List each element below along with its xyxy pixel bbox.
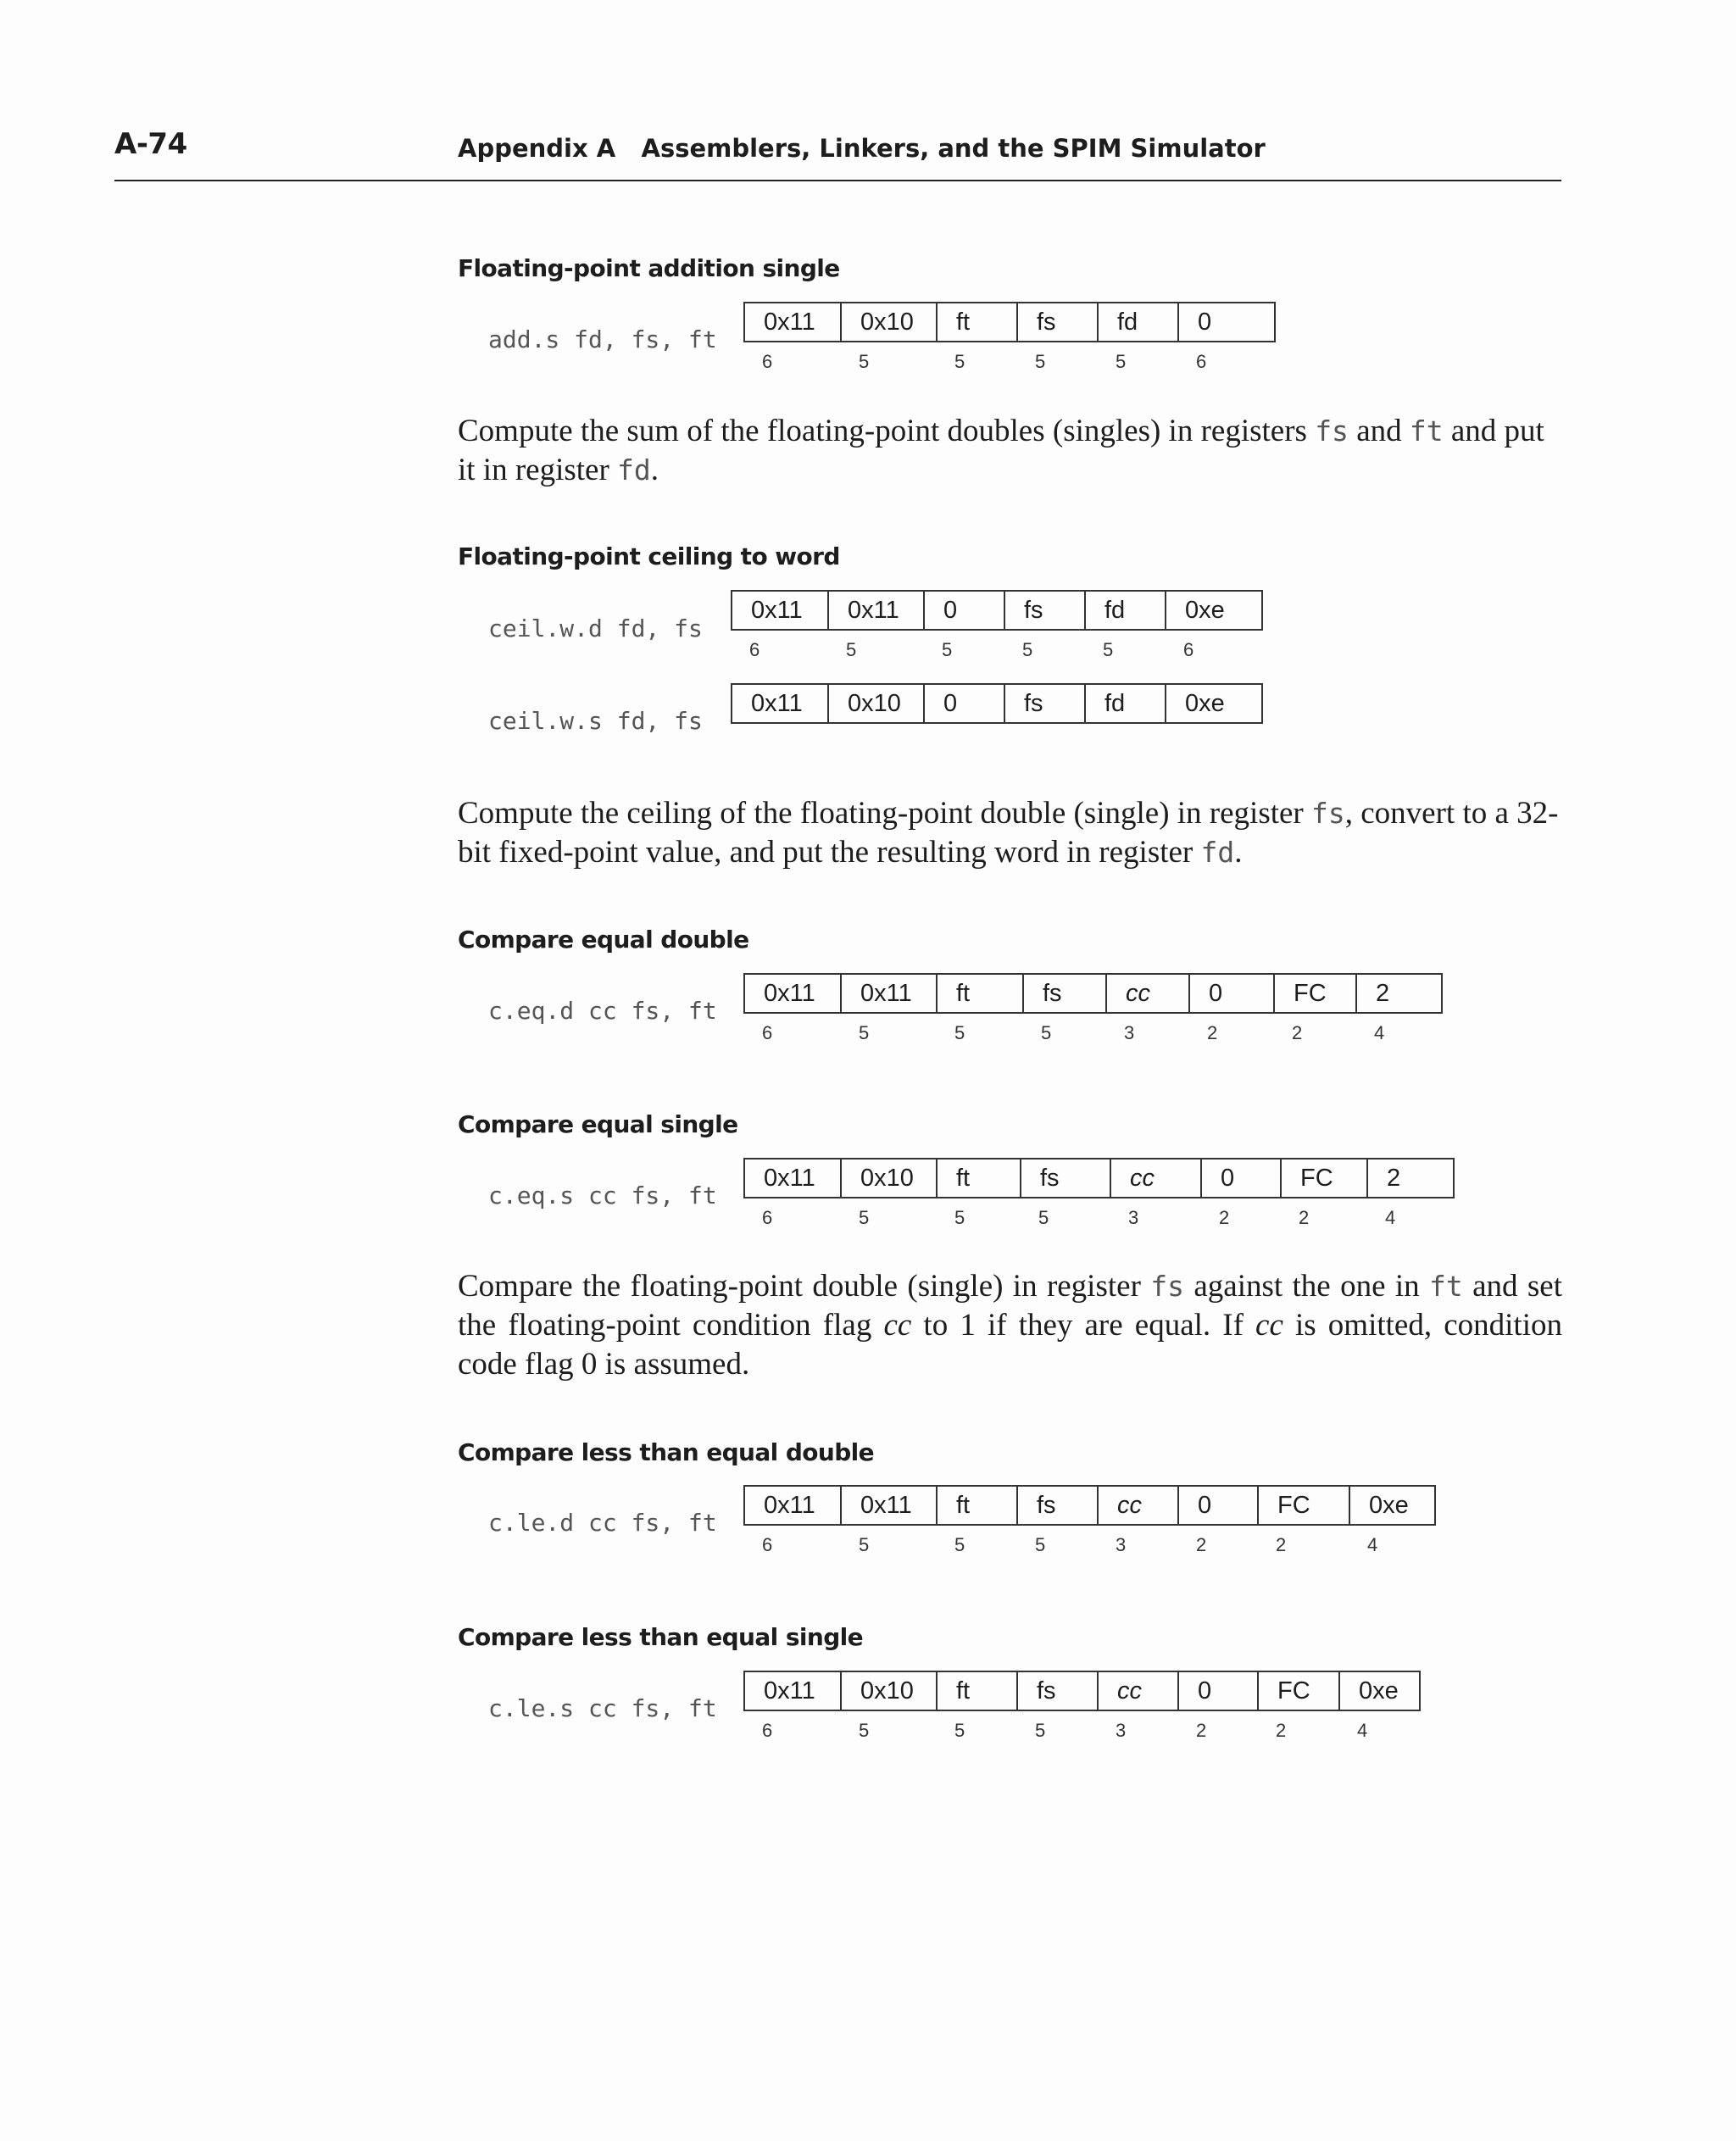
- encoding-field: fs: [1005, 592, 1086, 631]
- encoding-field: 0x11: [842, 975, 938, 1014]
- paragraph-text: against the one in: [1184, 1269, 1429, 1304]
- field-width: 2: [1292, 1022, 1303, 1043]
- field-width: 6: [1196, 351, 1207, 372]
- encoding-diagram: [743, 1158, 1455, 1229]
- encoding-field: ft: [938, 1672, 1018, 1711]
- encoding-field: 2: [1368, 1159, 1455, 1198]
- field-widths: [743, 351, 1276, 373]
- field-width: 5: [954, 1720, 965, 1741]
- encoding-fields: [731, 683, 1263, 724]
- section-heading-compare-equal-double: Compare equal double: [458, 926, 749, 954]
- encoding-field: 0x11: [732, 685, 829, 724]
- field-width: 5: [954, 1207, 965, 1228]
- encoding-field: 0x10: [829, 685, 925, 724]
- encoding-field: 0x10: [842, 303, 938, 342]
- encoding-field: fs: [1018, 1672, 1099, 1711]
- field-width: 4: [1385, 1207, 1396, 1228]
- field-width: 6: [762, 1207, 773, 1228]
- instruction-syntax: c.le.d cc fs, ft: [488, 1509, 717, 1537]
- paragraph-text: .: [1234, 835, 1243, 870]
- section-heading-compare-less-equal-single: Compare less than equal single: [458, 1623, 864, 1651]
- encoding-field: cc: [1111, 1159, 1202, 1198]
- section-heading-compare-less-equal-double: Compare less than equal double: [458, 1438, 875, 1466]
- paragraph-text: and put it in register: [458, 414, 1544, 487]
- encoding-diagram: [731, 590, 1263, 661]
- encoding-field: 0: [1179, 303, 1276, 342]
- encoding-fields: [743, 973, 1443, 1014]
- encoding-field: ft: [938, 1487, 1018, 1526]
- register-code: fd: [1200, 836, 1235, 869]
- register-code: fs: [1311, 797, 1345, 830]
- paragraph-text: and: [1348, 414, 1410, 448]
- encoding-field: fd: [1086, 685, 1166, 724]
- field-width: 3: [1116, 1534, 1127, 1555]
- field-width: 2: [1276, 1534, 1287, 1555]
- field-width: 5: [1103, 639, 1114, 660]
- field-width: 2: [1219, 1207, 1230, 1228]
- encoding-field: fs: [1005, 685, 1086, 724]
- encoding-field: fd: [1099, 303, 1179, 342]
- instruction-syntax: c.eq.d cc fs, ft: [488, 997, 717, 1025]
- field-width: 4: [1357, 1720, 1368, 1741]
- register-code: fs: [1150, 1270, 1184, 1303]
- encoding-field: 0: [1179, 1672, 1259, 1711]
- encoding-field: 0x11: [745, 1672, 842, 1711]
- encoding-diagram: [743, 1671, 1421, 1742]
- field-widths: [743, 1207, 1455, 1229]
- encoding-field: 0: [1190, 975, 1275, 1014]
- field-width: 5: [1116, 351, 1127, 372]
- encoding-field: cc: [1099, 1672, 1179, 1711]
- encoding-fields: [731, 590, 1263, 631]
- encoding-diagram: [743, 973, 1443, 1044]
- encoding-field: 0: [1202, 1159, 1282, 1198]
- field-width: 5: [859, 1022, 870, 1043]
- description-paragraph: [458, 1267, 1562, 1384]
- encoding-fields: [743, 1485, 1436, 1526]
- italic-term: cc: [1255, 1308, 1283, 1343]
- register-code: ft: [1429, 1270, 1463, 1303]
- field-width: 2: [1196, 1534, 1207, 1555]
- encoding-fields: [743, 302, 1276, 342]
- paragraph-text: Compare the floating-point double (single) in register: [458, 1269, 1151, 1304]
- field-widths: [743, 1022, 1443, 1044]
- encoding-field: 0x11: [842, 1487, 938, 1526]
- field-width: 6: [1183, 639, 1194, 660]
- field-width: 4: [1367, 1534, 1378, 1555]
- field-width: 2: [1196, 1720, 1207, 1741]
- field-width: 5: [954, 351, 965, 372]
- field-width: 5: [1041, 1022, 1052, 1043]
- field-width: 6: [762, 351, 773, 372]
- field-width: 5: [846, 639, 857, 660]
- encoding-field: 0: [925, 592, 1005, 631]
- encoding-diagram: [743, 302, 1276, 373]
- field-width: 6: [749, 639, 760, 660]
- paragraph-text: and set the floating-point condition flag: [458, 1269, 1562, 1343]
- field-width: 5: [954, 1022, 965, 1043]
- encoding-field: FC: [1259, 1672, 1340, 1711]
- encoding-diagram: [743, 1485, 1436, 1556]
- header-rule: [114, 180, 1561, 181]
- encoding-field: 0x11: [732, 592, 829, 631]
- paragraph-text: Compute the ceiling of the floating-point double (single) in register: [458, 796, 1311, 831]
- encoding-field: 0x10: [842, 1159, 938, 1198]
- field-width: 5: [859, 1207, 870, 1228]
- register-code: fs: [1315, 414, 1349, 448]
- encoding-field: fs: [1021, 1159, 1111, 1198]
- field-widths: [743, 1720, 1421, 1742]
- encoding-field: cc: [1099, 1487, 1179, 1526]
- field-width: 6: [762, 1022, 773, 1043]
- encoding-field: FC: [1282, 1159, 1368, 1198]
- encoding-field: ft: [938, 975, 1024, 1014]
- encoding-field: 0x11: [829, 592, 925, 631]
- instruction-syntax: ceil.w.d fd, fs: [488, 614, 703, 642]
- page-number: A-74: [114, 127, 187, 161]
- field-width: 2: [1276, 1720, 1287, 1741]
- field-width: 5: [1022, 639, 1033, 660]
- field-width: 2: [1207, 1022, 1218, 1043]
- encoding-field: 0: [1179, 1487, 1259, 1526]
- field-width: 5: [1035, 351, 1046, 372]
- field-width: 5: [1038, 1207, 1049, 1228]
- field-width: 5: [954, 1534, 965, 1555]
- encoding-field: fs: [1018, 303, 1099, 342]
- register-code: fd: [617, 453, 651, 487]
- description-paragraph: [458, 794, 1562, 872]
- field-width: 5: [942, 639, 953, 660]
- field-width: 2: [1299, 1207, 1310, 1228]
- encoding-field: 0xe: [1340, 1672, 1421, 1711]
- encoding-diagram: [731, 683, 1263, 724]
- field-width: 5: [859, 1534, 870, 1555]
- paragraph-text: , convert to a 32-bit fixed-point value, and put the resulting word in register: [458, 796, 1559, 870]
- instruction-syntax: ceil.w.s fd, fs: [488, 707, 703, 735]
- field-widths: [731, 639, 1263, 661]
- encoding-field: 0xe: [1166, 592, 1263, 631]
- encoding-field: cc: [1107, 975, 1190, 1014]
- encoding-field: 0x11: [745, 1487, 842, 1526]
- field-width: 5: [1035, 1720, 1046, 1741]
- encoding-fields: [743, 1671, 1421, 1711]
- paragraph-text: to 1 if they are equal. If: [911, 1308, 1256, 1343]
- encoding-field: ft: [938, 303, 1018, 342]
- instruction-syntax: add.s fd, fs, ft: [488, 325, 717, 353]
- encoding-field: 0: [925, 685, 1005, 724]
- field-widths: [743, 1534, 1436, 1556]
- encoding-fields: [743, 1158, 1455, 1198]
- field-width: 3: [1128, 1207, 1139, 1228]
- encoding-field: fd: [1086, 592, 1166, 631]
- paragraph-text: Compute the sum of the floating-point doubles (singles) in registers: [458, 414, 1316, 448]
- field-width: 5: [859, 351, 870, 372]
- section-heading-ceiling: Floating-point ceiling to word: [458, 542, 840, 570]
- field-width: 6: [762, 1534, 773, 1555]
- running-title: Appendix A Assemblers, Linkers, and the SPIM Simulator: [458, 134, 1266, 163]
- encoding-field: ft: [938, 1159, 1021, 1198]
- italic-term: cc: [883, 1308, 912, 1343]
- encoding-field: 0xe: [1350, 1487, 1436, 1526]
- paragraph-text: .: [650, 453, 659, 487]
- field-width: 3: [1124, 1022, 1135, 1043]
- encoding-field: 0x10: [842, 1672, 938, 1711]
- paragraph-text: is omitted, condition code flag 0 is assumed.: [458, 1308, 1562, 1382]
- field-width: 6: [762, 1720, 773, 1741]
- section-heading-compare-equal-single: Compare equal single: [458, 1110, 738, 1138]
- instruction-syntax: c.le.s cc fs, ft: [488, 1694, 717, 1722]
- encoding-field: FC: [1275, 975, 1357, 1014]
- encoding-field: 0x11: [745, 303, 842, 342]
- encoding-field: 0xe: [1166, 685, 1263, 724]
- encoding-field: 0x11: [745, 1159, 842, 1198]
- instruction-syntax: c.eq.s cc fs, ft: [488, 1182, 717, 1210]
- encoding-field: FC: [1259, 1487, 1350, 1526]
- section-heading-add-single: Floating-point addition single: [458, 254, 840, 282]
- field-width: 5: [1035, 1534, 1046, 1555]
- register-code: ft: [1409, 414, 1444, 448]
- description-paragraph: [458, 412, 1562, 490]
- encoding-field: 2: [1357, 975, 1443, 1014]
- field-width: 4: [1374, 1022, 1385, 1043]
- encoding-field: fs: [1018, 1487, 1099, 1526]
- encoding-field: fs: [1024, 975, 1107, 1014]
- field-width: 5: [859, 1720, 870, 1741]
- encoding-field: 0x11: [745, 975, 842, 1014]
- field-width: 3: [1116, 1720, 1127, 1741]
